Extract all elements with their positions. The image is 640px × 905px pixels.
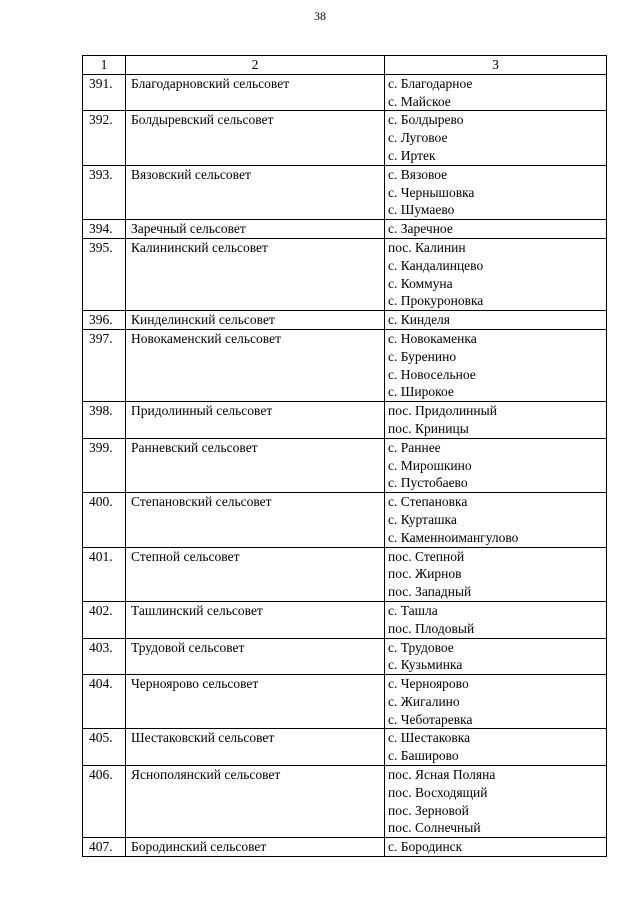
council-name: Ранневский сельсовет [126,438,385,492]
settlement-name: с. Новокаменка [388,330,477,346]
council-name: Новокаменский сельсовет [126,329,385,401]
settlement-name: пос. Восходящий [388,784,488,800]
council-name: Черноярово сельсовет [126,675,385,729]
council-name: Степной сельсовет [126,547,385,601]
settlement-name: с. Черноярово [388,676,469,692]
row-number: 404. [83,675,126,729]
settlement-name: с. Прокуроновка [388,293,484,309]
table-row [83,329,607,401]
row-number: 407. [83,838,126,857]
row-number: 401. [83,547,126,601]
settlement-name: пос. Зерновой [388,802,469,818]
row-number: 399. [83,438,126,492]
row-number: 396. [83,311,126,330]
table-row [83,675,607,729]
settlement-name: с. Кузьминка [388,657,463,673]
settlement-name: пос. Калинин [388,239,466,255]
table-row [83,311,607,330]
settlement-name: с. Жигалино [388,693,460,709]
settlement-name: с. Баширово [388,748,459,764]
council-name: Заречный сельсовет [126,220,385,239]
council-name: Ташлинский сельсовет [126,601,385,638]
council-name: Степановский сельсовет [126,493,385,547]
row-number: 400. [83,493,126,547]
table-row [83,638,607,675]
column-header-3: 3 [385,56,607,75]
table-header-row [83,56,607,75]
council-name: Яснополянский сельсовет [126,766,385,838]
settlement-name: с. Заречное [388,221,453,237]
settlement-name: с. Коммуна [388,275,453,291]
settlement-name: с. Раннее [388,439,441,455]
settlements-cell [385,729,607,766]
settlement-name: с. Майское [388,93,451,109]
table-row [83,165,607,219]
settlements-cell [385,766,607,838]
table-row [83,493,607,547]
settlement-name: с. Трудовое [388,639,454,655]
settlements-cell [385,438,607,492]
settlement-name: с. Каменноимангулово [388,529,519,545]
settlement-name: с. Бородинск [388,839,463,855]
row-number: 391. [83,74,126,111]
settlement-name: с. Кандалинцево [388,257,484,273]
settlements-table [82,55,607,857]
row-number: 394. [83,220,126,239]
settlement-name: с. Ташла [388,602,438,618]
settlement-name: пос. Солнечный [388,820,481,836]
settlement-name: с. Шумаево [388,202,455,218]
council-name: Вязовский сельсовет [126,165,385,219]
settlements-cell [385,638,607,675]
settlement-name: с. Курташка [388,511,457,527]
table-row [83,111,607,165]
settlement-name: с. Широкое [388,384,454,400]
settlement-name: с. Пустобаево [388,475,468,491]
table-row [83,547,607,601]
settlement-name: пос. Западный [388,584,472,600]
row-number: 392. [83,111,126,165]
row-number: 393. [83,165,126,219]
table-row [83,402,607,439]
council-name: Кинделинский сельсовет [126,311,385,330]
column-header-2: 2 [126,56,385,75]
settlement-name: с. Шестаковка [388,730,471,746]
settlement-name: пос. Придолинный [388,403,497,419]
table-row [83,838,607,857]
settlements-cell [385,402,607,439]
settlement-name: с. Иртек [388,147,436,163]
settlements-cell [385,111,607,165]
council-name: Болдыревский сельсовет [126,111,385,165]
settlement-name: с. Чеботаревка [388,711,473,727]
settlements-cell [385,838,607,857]
settlements-cell [385,675,607,729]
row-number: 398. [83,402,126,439]
settlement-name: с. Чернышовка [388,184,475,200]
settlement-name: пос. Степной [388,548,465,564]
settlement-name: с. Мирошкино [388,457,472,473]
council-name: Благодарновский сельсовет [126,74,385,111]
table-row [83,220,607,239]
settlement-name: с. Вязовое [388,166,448,182]
council-name: Шестаковский сельсовет [126,729,385,766]
settlement-name: с. Кинделя [388,312,451,328]
settlement-name: пос. Жирнов [388,566,462,582]
settlements-cell [385,601,607,638]
council-name: Бородинский сельсовет [126,838,385,857]
table-row [83,729,607,766]
settlement-name: с. Степановка [388,494,468,510]
settlement-name: с. Буренино [388,348,457,364]
row-number: 403. [83,638,126,675]
settlement-name: пос. Криницы [388,420,469,436]
settlements-cell [385,329,607,401]
settlements-cell [385,220,607,239]
column-header-1: 1 [83,56,126,75]
settlements-cell [385,311,607,330]
settlement-name: с. Луговое [388,130,448,146]
settlements-cell [385,547,607,601]
row-number: 406. [83,766,126,838]
council-name: Придолинный сельсовет [126,402,385,439]
council-name: Калининский сельсовет [126,238,385,310]
settlement-name: пос. Плодовый [388,620,475,636]
settlement-name: пос. Ясная Поляна [388,767,496,783]
settlements-cell [385,165,607,219]
page-number: 38 [314,9,326,23]
settlements-cell [385,238,607,310]
row-number: 405. [83,729,126,766]
table-row [83,601,607,638]
table-row [83,238,607,310]
council-name: Трудовой сельсовет [126,638,385,675]
settlements-cell [385,493,607,547]
row-number: 397. [83,329,126,401]
table-row [83,438,607,492]
settlement-name: с. Болдырево [388,112,464,128]
table-row [83,766,607,838]
row-number: 402. [83,601,126,638]
settlement-name: с. Новосельное [388,366,476,382]
settlement-name: с. Благодарное [388,75,473,91]
settlements-cell [385,74,607,111]
row-number: 395. [83,238,126,310]
table-row [83,74,607,111]
